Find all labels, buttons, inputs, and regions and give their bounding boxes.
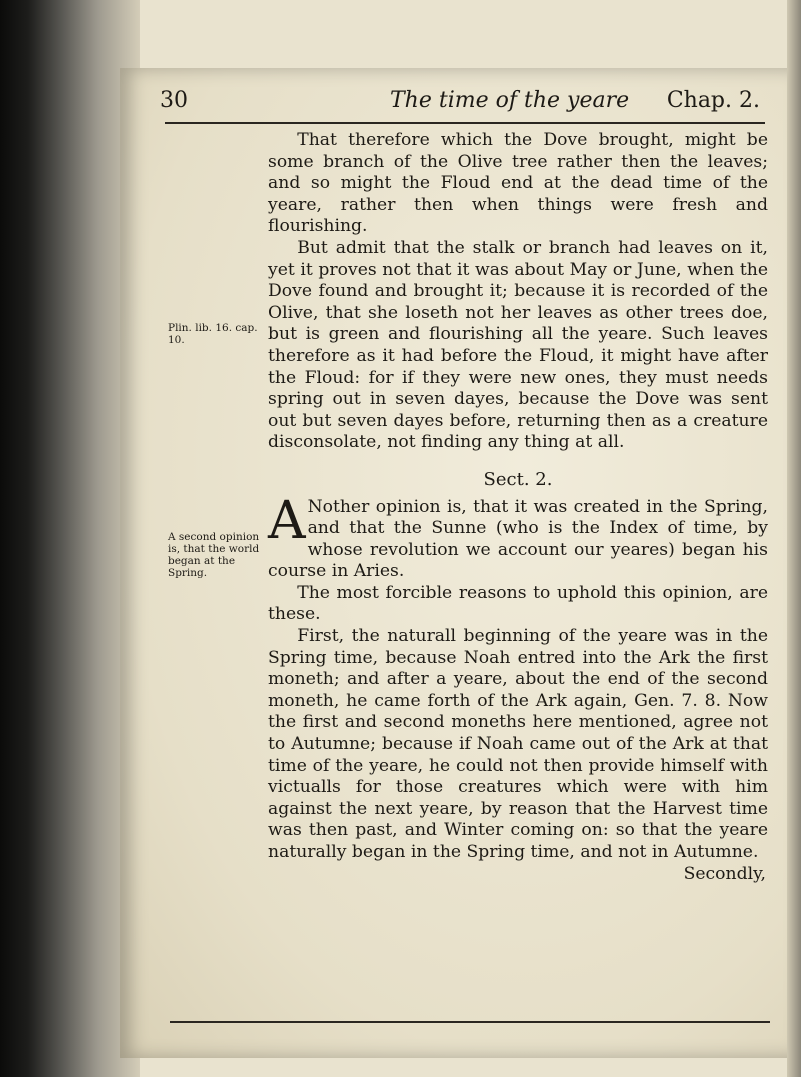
page-header bbox=[160, 88, 770, 122]
catchword: Secondly, bbox=[683, 863, 766, 884]
margin-note-citation: Plin. lib. 16. cap. 10. bbox=[168, 322, 258, 346]
paragraph: The most forcible reasons to uphold this opinion, are these. bbox=[268, 582, 768, 625]
page-edge bbox=[787, 0, 801, 1077]
running-title: The time of the yeare bbox=[390, 88, 630, 113]
bottom-rule bbox=[170, 1021, 770, 1023]
paragraph: First, the naturall beginning of the yeare was in the Spring time, because Noah entred into the Ark the first moneth; and after a yeare, about the end of the second moneth, he came forth of the Ark again, Gen. 7. 8. Now the first and second moneths here mentioned, agree not to Autumne; because if Noah came out of the Ark at that time of the yeare, he could not then provide himself with victualls for those creatures which were with him against the next yeare, by reason that the Harvest time was then past, and Winter coming on: so that the yeare naturally began in the Spring time, and not in Autumne. bbox=[268, 626, 768, 862]
page-number: 30 bbox=[160, 88, 188, 113]
chapter-label: Chap. 2. bbox=[666, 88, 760, 113]
header-rule bbox=[165, 122, 765, 124]
section-opening-paragraph bbox=[268, 490, 768, 583]
book-binding-shadow bbox=[0, 0, 140, 1077]
main-text bbox=[268, 130, 768, 885]
section-opening-text: Nother opinion is, that it was created in the Spring, and that the Sunne (who is the Index of time, by whose revolution we account our yeares) began his course in Aries. bbox=[268, 496, 768, 582]
margin-note-second-opinion: A second opinion is, that the world began at the Spring. bbox=[168, 531, 260, 579]
drop-cap: A bbox=[268, 490, 306, 551]
paragraph: But admit that the stalk or branch had leaves on it, yet it proves not that it was about May or June, when the Dove found and brought it; because it is recorded of the Olive, that she loseth not her leaves as other trees doe, but is green and flourishing all the yeare. Such leaves therefore as it had before the Floud, it might have after the Floud: for if they were new ones, they must needs spring out in seven dayes, because the Dove was sent out but seven dayes before, returning then as a creature disconsolate, not finding any thing at all. bbox=[268, 237, 768, 453]
paragraph: That therefore which the Dove brought, might be some branch of the Olive tree rather then the leaves; and so might the Floud end at the dead time of the yeare, rather then when things were fresh and flourishing. bbox=[268, 130, 768, 237]
section-heading: Sect. 2. bbox=[483, 468, 553, 490]
